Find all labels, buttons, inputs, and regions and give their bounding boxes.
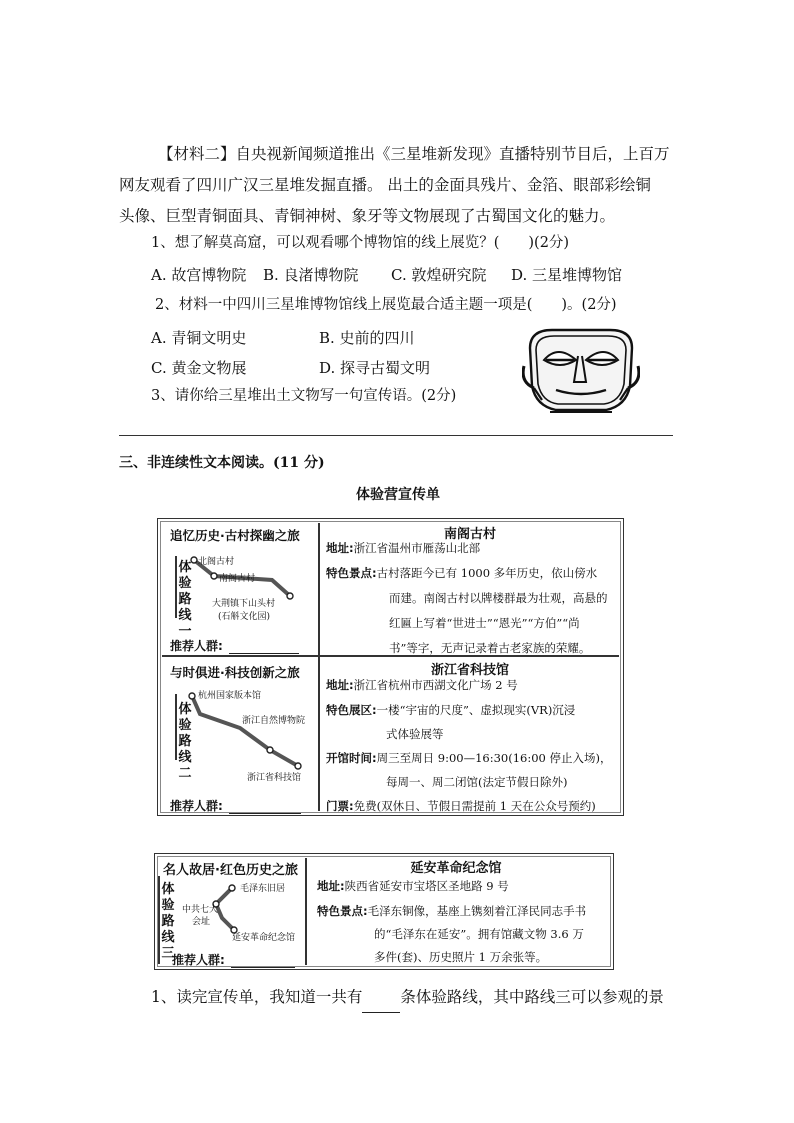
route3-line-4: [374, 945, 547, 970]
route3-line-1-key: 地址:: [317, 879, 345, 893]
route2-line-6: [326, 794, 596, 819]
q1-option-a: A. 故宫博物院: [151, 266, 247, 284]
question-1: 1、想了解莫高窟，可以观看哪个博物馆的线上展览？( )(2分): [151, 235, 570, 251]
column-divider: [318, 523, 320, 811]
route3-stop-4: 延安革命纪念馆: [232, 933, 296, 943]
q1-option-d: D. 三星堆博物馆: [511, 266, 623, 284]
route3-label-1: 体: [161, 882, 175, 897]
route1-line-4-value: 红匾上写着“世进士”“恩光”“方伯”“尚: [389, 616, 580, 630]
route1-line-2-key: 特色景点:: [326, 566, 377, 580]
route2-line-3-value: 式体验展等: [386, 727, 444, 741]
route3-bar: [158, 876, 160, 964]
route3-line-3: [374, 922, 584, 947]
route3-label-2: 验: [161, 898, 175, 913]
route2-venue: 浙江省科技馆: [430, 663, 509, 678]
route1-line-5: [389, 636, 590, 661]
route3-line-2: [317, 899, 586, 924]
route3-stop-1: 毛泽东旧居: [240, 884, 286, 894]
route1-label-2: 验: [178, 576, 192, 591]
question-last: [151, 982, 664, 1013]
route1-venue: 南阁古村: [443, 527, 496, 542]
q2-option-d: D. 探寻古蜀文明: [319, 359, 431, 377]
question-3: 3、请你给三星堆出土文物写一句宣传语。(2分): [151, 388, 457, 404]
route1-stop-2: 南阁古村: [219, 574, 256, 584]
route1-recommend: [170, 637, 299, 654]
q2-option-b: B. 史前的四川: [319, 329, 415, 347]
route1-label-5: 一: [178, 624, 192, 639]
route2-label-4: 线: [178, 750, 192, 765]
route2-line-6-key: 门票:: [326, 799, 354, 813]
route2-stop-3: 浙江省科技馆: [247, 773, 302, 783]
route3-line-4-value: 多件(套)、历史照片 1 万余张等。: [374, 950, 548, 964]
route2-label-3: 路: [178, 734, 192, 749]
route1-line-1: [326, 536, 480, 561]
route1-line-2-value: 古村落距今已有 1000 多年历史，依山傍水: [376, 566, 598, 580]
route2-line-1-value: 浙江省杭州市西湖文化广场 2 号: [353, 678, 518, 692]
route2-recommend-blank[interactable]: [229, 801, 301, 814]
material2-line3: 头像、巨型青铜面具、青铜神树、象牙等文物展现了古蜀国文化的魅力。: [119, 207, 616, 225]
q1-option-c: C. 敦煌研究院: [391, 266, 487, 284]
material2-line1: 【材料二】自央视新闻频道推出《三星堆新发现》直播特别节目后，上百万: [158, 145, 670, 163]
route2-line-5-value: 每周一、周二闭馆(法定节假日除外): [386, 775, 568, 789]
question-2: 2、材料一中四川三星堆博物馆线上展览最合适主题一项是( )。(2分): [155, 297, 617, 313]
route1-recommend-blank[interactable]: [229, 641, 299, 654]
route1-line-3-value: 而建。南阁古村以牌楼群最为壮观，高悬的: [389, 591, 608, 605]
route1-label-3: 路: [178, 592, 192, 607]
question-last-part1: 1、读完宣传单，我知道一共有: [151, 988, 363, 1006]
route1-line-1-key: 地址:: [326, 541, 354, 555]
route3-recommend: [172, 951, 295, 968]
section-3-heading: 三、非连续性文本阅读。(11 分): [119, 455, 325, 471]
route3-line-3-value: 的“毛泽东在延安”。拥有馆藏文物 3.6 万: [374, 927, 584, 941]
route3-line-1-value: 陕西省延安市宝塔区圣地路 9 号: [344, 879, 509, 893]
route3-label-5: 三: [161, 946, 175, 961]
route2-stop-2: 浙江自然博物院: [242, 716, 306, 726]
route3-label-3: 路: [161, 914, 175, 929]
route2-line-1: [326, 673, 518, 698]
answer-blank-route-count[interactable]: [362, 992, 400, 1013]
route3-label-4: 线: [161, 930, 175, 945]
route1-bar: [175, 556, 177, 618]
flyer-title: 体验营宣传单: [356, 487, 440, 503]
route2-recommend: [170, 797, 301, 814]
question-last-part2: 条体验路线，其中路线三可以参观的景: [400, 988, 664, 1006]
route2-stop-1: 杭州国家版本馆: [198, 691, 262, 701]
route2-label-2: 验: [178, 718, 192, 733]
route2-line-5: [386, 770, 567, 795]
route3-line-2-value: 毛泽东铜像，基座上镌刻着江泽民同志手书: [367, 904, 587, 918]
route2-line-1-key: 地址:: [326, 678, 354, 692]
route2-line-2: [326, 698, 575, 723]
route2-line-3: [386, 722, 444, 747]
section-divider: [119, 435, 673, 436]
route1-line-2: [326, 561, 597, 586]
route2-line-2-key: 特色展区:: [326, 703, 377, 717]
route1-stop-4: (石斛文化园): [218, 612, 271, 622]
route2-label-1: 体: [178, 702, 192, 717]
route2-line-4-value: 周三至周日 9:00—16:30(16:00 停止入场)，: [376, 751, 612, 765]
bronze-mask-illustration: [522, 326, 640, 418]
q1-option-b: B. 良渚博物院: [263, 266, 359, 284]
route3-stop-2: 中共七大: [182, 905, 219, 915]
route2-recommend-label: 推荐人群:: [170, 799, 223, 813]
route2-bar: [175, 694, 177, 760]
route3-recommend-label: 推荐人群:: [172, 953, 225, 967]
route2-line-2-value: 一楼“宇宙的尺度”、虚拟现实(VR)沉浸: [376, 703, 576, 717]
route2-label-5: 二: [178, 766, 192, 781]
route2-line-4: [326, 746, 612, 771]
route2-line-4-key: 开馆时间:: [326, 751, 377, 765]
route1-line-1-value: 浙江省温州市雁荡山北部: [353, 541, 481, 555]
route2-title: 与时俱进·科技创新之旅: [170, 665, 300, 680]
route3-line-2-key: 特色景点:: [317, 904, 368, 918]
route1-recommend-label: 推荐人群:: [170, 639, 223, 653]
route3-stop-3: 会址: [192, 917, 211, 927]
route1-label-4: 线: [178, 608, 192, 623]
route3-line-1: [317, 874, 509, 899]
route1-stop-3: 大荆镇下山头村: [212, 599, 276, 609]
route1-stop-1: 北阁古村: [198, 557, 235, 567]
route1-line-5-value: 书”等字，无声记录着古老家族的荣耀。: [389, 641, 591, 655]
q2-option-a: A. 青铜文明史: [151, 329, 247, 347]
route1-title: 追忆历史·古村探幽之旅: [170, 528, 300, 543]
route2-line-6-value: 免费(双休日、节假日需提前 1 天在公众号预约): [353, 799, 596, 813]
q2-option-c: C. 黄金文物展: [151, 359, 247, 377]
route3-title: 名人故居·红色历史之旅: [163, 863, 298, 878]
route1-line-4: [389, 611, 580, 636]
route1-label-1: 体: [178, 560, 192, 575]
route3-venue: 延安革命纪念馆: [410, 861, 502, 876]
material2-line2: 网友观看了四川广汉三星堆发掘直播。 出土的金面具残片、金箔、眼部彩绘铜: [119, 176, 651, 194]
route1-line-3: [389, 586, 608, 611]
route3-recommend-blank[interactable]: [231, 955, 295, 968]
